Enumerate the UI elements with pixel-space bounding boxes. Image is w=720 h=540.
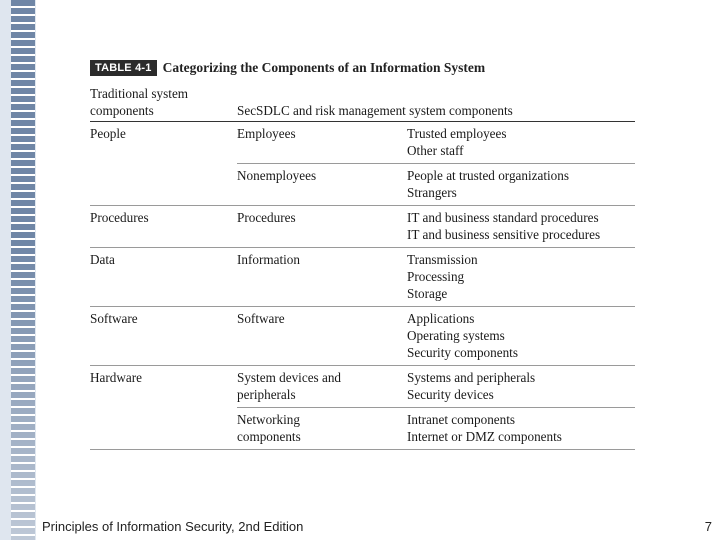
component-line: peripherals <box>237 387 296 402</box>
category-cell: People <box>90 126 126 141</box>
risk-item-line: IT and business standard procedures <box>407 210 599 225</box>
table-subrow <box>237 163 635 205</box>
decorative-side-strip <box>0 0 36 540</box>
risk-item-line: Applications <box>407 311 475 326</box>
risk-items-cell <box>407 310 635 361</box>
risk-item-line: Intranet components <box>407 412 516 427</box>
category-cell: Software <box>90 311 138 326</box>
risk-item-line: Internet or DMZ components <box>407 429 562 444</box>
component-line: Procedures <box>237 210 296 225</box>
subrows-container <box>237 122 635 205</box>
table-caption <box>90 58 485 78</box>
risk-item-line: IT and business sensitive procedures <box>407 227 601 242</box>
risk-item-line: Other staff <box>407 143 464 158</box>
table-subrow <box>237 248 635 306</box>
components-table <box>90 85 635 450</box>
component-cell <box>237 209 407 243</box>
risk-items-cell <box>407 369 635 403</box>
risk-items-cell <box>407 209 635 243</box>
table-subrow <box>237 206 635 247</box>
component-line: Employees <box>237 126 296 141</box>
header-col1-line1: Traditional system <box>90 86 189 101</box>
component-cell <box>237 411 407 445</box>
risk-item-line: People at trusted organizations <box>407 168 569 183</box>
risk-item-line: Strangers <box>407 185 457 200</box>
table-title: Categorizing the Components of an Information System <box>162 60 486 75</box>
component-cell <box>237 369 407 403</box>
table-group-row <box>90 122 635 206</box>
footer-book-title: Principles of Information Security, 2nd Edition <box>42 519 304 534</box>
risk-item-line: Systems and peripherals <box>407 370 536 385</box>
component-line: Information <box>237 252 300 267</box>
table-group-row <box>90 366 635 450</box>
header-secsdlc-components: SecSDLC and risk management system components <box>237 103 513 118</box>
category-cell: Hardware <box>90 370 142 385</box>
table-group-row <box>90 206 635 248</box>
header-col1-line2: components <box>90 103 154 118</box>
category-cell: Procedures <box>90 210 149 225</box>
risk-item-line: Storage <box>407 286 448 301</box>
footer-page-number: 7 <box>704 519 712 534</box>
component-line: System devices and <box>237 370 342 385</box>
risk-items-cell <box>407 411 635 445</box>
component-line: Nonemployees <box>237 168 317 183</box>
subrows-container <box>237 366 635 449</box>
table-body <box>90 122 635 450</box>
category-cell: Data <box>90 252 115 267</box>
table-subrow <box>237 407 635 449</box>
component-line: Networking <box>237 412 300 427</box>
risk-item-line: Security devices <box>407 387 494 402</box>
table-group-row <box>90 307 635 366</box>
table-subrow <box>237 122 635 163</box>
risk-items-cell <box>407 125 635 159</box>
risk-item-line: Processing <box>407 269 465 284</box>
subrows-container <box>237 206 635 247</box>
subrows-container <box>237 307 635 365</box>
risk-item-line: Security components <box>407 345 518 360</box>
table-header-row <box>90 85 635 122</box>
table-subrow <box>237 307 635 365</box>
component-line: components <box>237 429 301 444</box>
risk-items-cell <box>407 251 635 302</box>
component-cell <box>237 310 407 361</box>
risk-item-line: Transmission <box>407 252 478 267</box>
component-cell <box>237 167 407 201</box>
component-cell <box>237 125 407 159</box>
side-strip-fade <box>11 0 35 540</box>
subrows-container <box>237 248 635 306</box>
risk-item-line: Operating systems <box>407 328 505 343</box>
table-label: TABLE 4-1 <box>90 60 157 76</box>
component-line: Software <box>237 311 285 326</box>
table-group-row <box>90 248 635 307</box>
header-traditional-components <box>90 85 237 119</box>
component-cell <box>237 251 407 302</box>
table-subrow <box>237 366 635 407</box>
risk-items-cell <box>407 167 635 201</box>
risk-item-line: Trusted employees <box>407 126 507 141</box>
